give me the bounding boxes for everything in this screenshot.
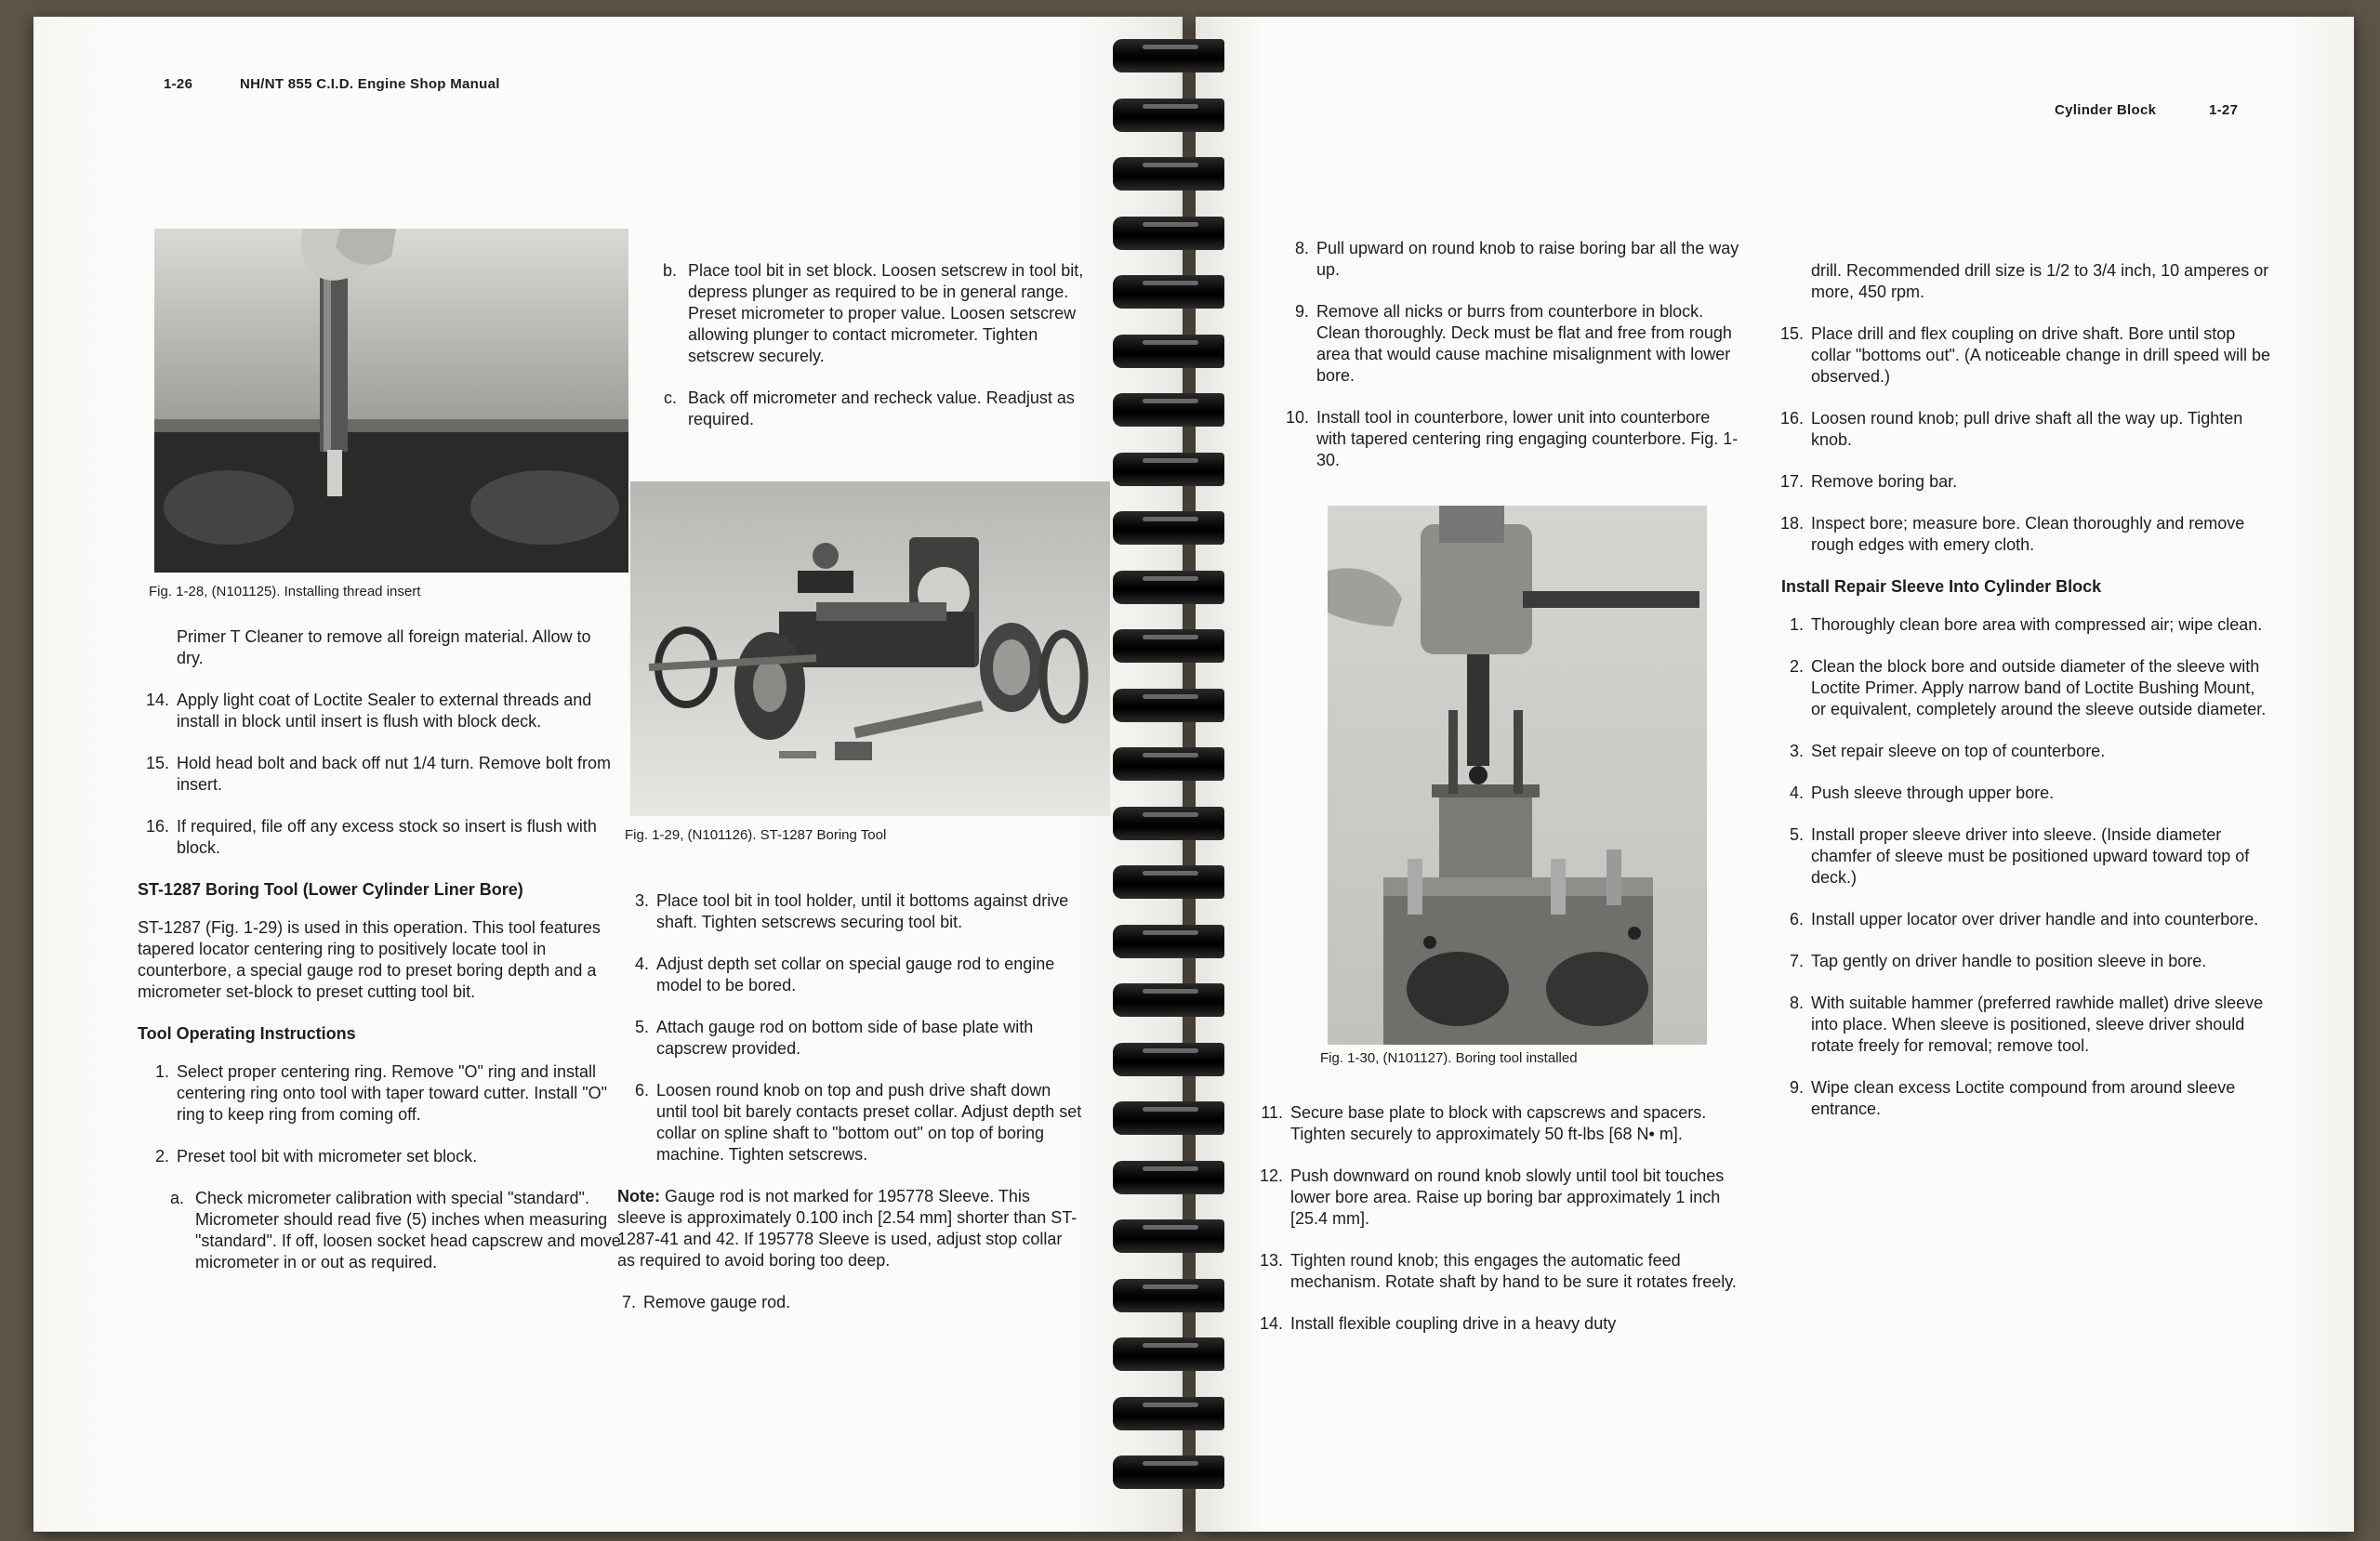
section-heading: ST-1287 Boring Tool (Lower Cylinder Liner Bore)	[138, 880, 523, 899]
paragraph: ST-1287 (Fig. 1-29) is used in this operation. This tool features tapered locator centering ring to positively locate tool in counterbore, a special gauge rod to preset boring depth and a micrometer set-block to preset cutting tool bit.	[138, 918, 601, 1001]
list-item: 5. Attach gauge rod on bottom side of base plate with capscrew provided.	[634, 1018, 1034, 1058]
right-col-1-bottom	[1251, 1102, 1744, 1355]
fig-1-30-photo	[1328, 506, 1707, 1045]
list-item: 14. Apply light coat of Loctite Sealer to external threads and install in block until insert is flush with block deck.	[145, 691, 592, 731]
list-item: 12. Push downward on round knob slowly until tool bit touches lower bore area. Raise up boring bar approximately 1 inch [25.4 mm].	[1259, 1166, 1725, 1228]
section-title: Cylinder Block	[2055, 102, 2157, 118]
list-item: 4. Push sleeve through upper bore.	[1789, 784, 2055, 802]
binding-ring	[1102, 1035, 1269, 1084]
list-item: 9. Remove all nicks or burrs from counterbore in block. Clean thoroughly. Deck must be flat and free from rough area that would cause machine misalignment with lower bore.	[1294, 302, 1732, 385]
binding-ring	[1102, 1390, 1269, 1438]
sub-item: b. Place tool bit in set block. Loosen setscrew in tool bit, depress plunger as required to be in general range. Preset micrometer to proper value. Loosen setscrew allowing plunger to contact micrometer. Tighten setscrew securely.	[662, 261, 1084, 365]
list-item: 15. Hold head bolt and back off nut 1/4 turn. Remove bolt from insert.	[145, 754, 611, 794]
binding-ring	[1102, 1094, 1269, 1142]
left-col-2-bottom	[617, 890, 1082, 1334]
fig-1-28-photo	[154, 229, 628, 573]
list-item: 8. Pull upward on round knob to raise boring bar all the way up.	[1294, 239, 1739, 279]
sub-item: a. Check micrometer calibration with special "standard". Micrometer should read five (5) inches when measuring "standard". If off, loosen socket head capscrew and move micrometer in or out as required.	[169, 1189, 621, 1271]
list-item: 7. Remove gauge rod.	[621, 1293, 791, 1311]
spiral-binding	[1102, 22, 1269, 1509]
fig-1-30-caption: Fig. 1-30, (N101127). Boring tool installed	[1320, 1050, 1578, 1066]
list-item: 9. Wipe clean excess Loctite compound from around sleeve entrance.	[1789, 1078, 2236, 1118]
list-item: 15. Place drill and flex coupling on drive shaft. Bore until stop collar "bottoms out". (A noticeable change in drill speed will be observed.)	[1779, 324, 2271, 386]
binding-ring	[1102, 32, 1269, 80]
note: Note: Gauge rod is not marked for 195778 Sleeve. This sleeve is approximately 0.100 inch [2.54 mm] shorter than ST-1287-41 and 42. If 195778 Sleeve is used, adjust stop collar as required to avoid boring too deep.	[617, 1187, 1078, 1270]
binding-ring	[1102, 91, 1269, 139]
right-col-2	[1772, 260, 2274, 1140]
page-number-left: 1-26	[164, 76, 193, 92]
right-page	[1196, 17, 2354, 1532]
sub-item: c. Back off micrometer and recheck value. Readjust as required.	[663, 389, 1075, 428]
list-item: 2. Preset tool bit with micrometer set block.	[154, 1147, 478, 1166]
binding-ring	[1102, 858, 1269, 906]
continued-text: drill. Recommended drill size is 1/2 to 3/4 inch, 10 amperes or more, 450 rpm.	[1811, 261, 2269, 301]
list-item: 10. Install tool in counterbore, lower unit into counterbore with tapered centering ring engaging counterbore. Fig. 1-30.	[1285, 408, 1739, 469]
binding-ring	[1102, 740, 1269, 788]
list-item: 13. Tighten round knob; this engages the automatic feed mechanism. Rotate shaft by hand to be sure it rotates freely.	[1259, 1251, 1737, 1291]
list-item: 7. Tap gently on driver handle to position sleeve in bore.	[1789, 952, 2207, 970]
list-item: 5. Install proper sleeve driver into sleeve. (Inside diameter chamfer of sleeve must be positioned upward toward top of deck.)	[1789, 825, 2250, 887]
list-item: 4. Adjust depth set collar on special gauge rod to engine model to be bored.	[634, 955, 1055, 994]
binding-ring	[1102, 150, 1269, 198]
list-item: 14. Install flexible coupling drive in a heavy duty	[1259, 1314, 1617, 1333]
list-item: 11. Secure base plate to block with capscrews and spacers. Tighten securely to approximately 50 ft-lbs [68 N• m].	[1261, 1103, 1707, 1143]
list-item: 3. Place tool bit in tool holder, until it bottoms against drive shaft. Tighten setscrews securing tool bit.	[634, 891, 1069, 931]
continued-text: Primer T Cleaner to remove all foreign material. Allow to dry.	[177, 627, 591, 667]
binding-ring	[1102, 563, 1269, 612]
list-item: 6. Loosen round knob on top and push drive shaft down until tool bit barely contacts preset collar. Adjust depth set collar on spline shaft to "bottom out" on top of boring machine. Tighten setscrews.	[634, 1081, 1082, 1164]
right-col-1-top	[1277, 238, 1742, 492]
binding-ring	[1102, 799, 1269, 848]
left-col-2-top	[649, 260, 1104, 451]
binding-ring	[1102, 209, 1269, 257]
left-col-1	[138, 626, 621, 1294]
fig-1-28-caption: Fig. 1-28, (N101125). Installing thread insert	[149, 584, 421, 599]
binding-ring	[1102, 1212, 1269, 1260]
binding-ring	[1102, 1271, 1269, 1320]
section-heading: Tool Operating Instructions	[138, 1024, 356, 1043]
list-item: 6. Install upper locator over driver handle and into counterbore.	[1789, 910, 2259, 929]
binding-ring	[1102, 268, 1269, 316]
fig-1-29-caption: Fig. 1-29, (N101126). ST-1287 Boring Tool	[625, 827, 887, 843]
binding-ring	[1102, 1153, 1269, 1202]
list-item: 16. If required, file off any excess stock so insert is flush with block.	[145, 817, 597, 857]
list-item: 17. Remove boring bar.	[1779, 472, 1958, 491]
binding-ring	[1102, 622, 1269, 670]
binding-ring	[1102, 681, 1269, 730]
fig-1-29-photo	[630, 481, 1110, 816]
section-heading: Install Repair Sleeve Into Cylinder Block	[1781, 577, 2102, 596]
list-item: 16. Loosen round knob; pull drive shaft all the way up. Tighten knob.	[1779, 409, 2243, 449]
binding-ring	[1102, 917, 1269, 966]
binding-ring	[1102, 1330, 1269, 1378]
binding-ring	[1102, 1448, 1269, 1496]
binding-ring	[1102, 504, 1269, 552]
list-item: 3. Set repair sleeve on top of counterbore.	[1789, 742, 2106, 760]
binding-ring	[1102, 386, 1269, 434]
binding-ring	[1102, 976, 1269, 1024]
binding-ring	[1102, 327, 1269, 375]
list-item: 1. Thoroughly clean bore area with compressed air; wipe clean.	[1789, 615, 2263, 634]
list-item: 18. Inspect bore; measure bore. Clean thoroughly and remove rough edges with emery cloth.	[1779, 514, 2245, 554]
left-page	[33, 17, 1183, 1532]
list-item: 8. With suitable hammer (preferred rawhide mallet) drive sleeve into place. When sleeve is positioned, sleeve driver should rotate freely for removal; remove tool.	[1789, 994, 2264, 1055]
list-item: 2. Clean the block bore and outside diameter of the sleeve with Loctite Primer. Apply narrow band of Loctite Bushing Mount, or equivalent, completely around the sleeve outside diameter.	[1789, 657, 2267, 718]
list-item: 1. Select proper centering ring. Remove "O" ring and install centering ring onto tool with taper toward cutter. Install "O" ring to keep ring from coming off.	[154, 1062, 608, 1124]
page-number-right: 1-27	[2209, 102, 2239, 118]
binding-ring	[1102, 445, 1269, 494]
manual-title: NH/NT 855 C.I.D. Engine Shop Manual	[240, 76, 500, 92]
